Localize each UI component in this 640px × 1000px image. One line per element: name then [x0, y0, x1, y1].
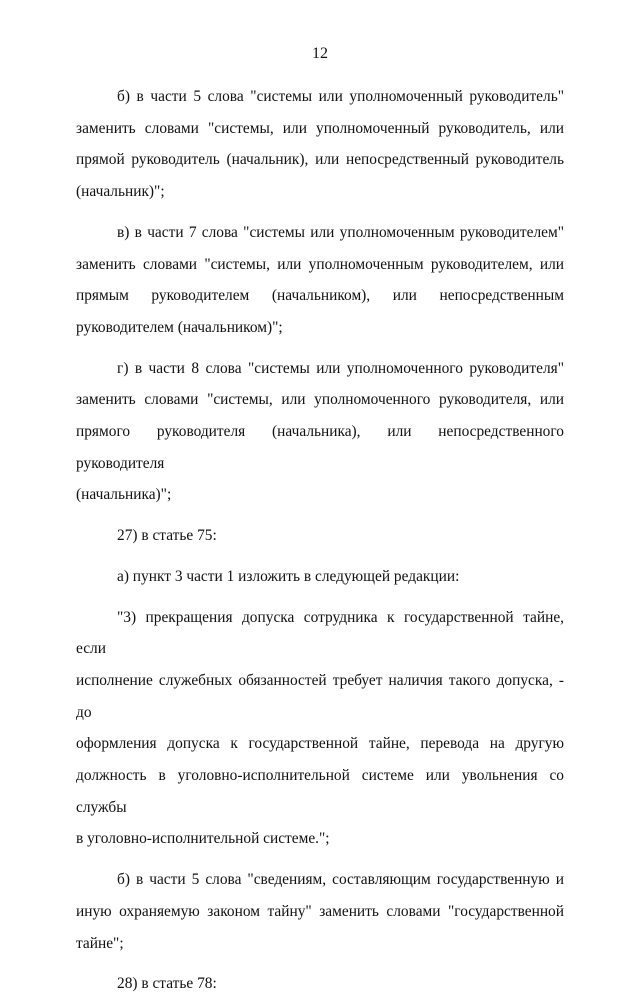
paragraph-a-point3	[76, 561, 564, 593]
text-line: а) пункт 3 части 1 изложить в следующей редакции:	[117, 567, 460, 585]
paragraph-b-part5-secret	[76, 864, 564, 959]
text-line: заменить словами "системы, или уполномоченным руководителем, или	[76, 255, 564, 273]
text-line: исполнение служебных обязанностей требует наличия такого допуска, - до	[76, 671, 564, 721]
text-line: "3) прекращения допуска сотрудника к государственной тайне, если	[76, 608, 564, 658]
text-line: оформления допуска к государственной тайне, перевода на другую	[76, 735, 564, 753]
text-line: (начальник)";	[76, 183, 165, 201]
text-line: руководителем (начальником)";	[76, 318, 283, 336]
text-line: прямого руководителя (начальника), или непосредственного руководителя	[76, 423, 564, 472]
text-line: б) в части 5 слова "системы или уполномоченный руководитель"	[117, 88, 564, 105]
text-line: должность в уголовно-исполнительной системе или увольнения со службы	[76, 767, 564, 816]
document-body	[76, 81, 564, 1000]
paragraph-g-part8	[76, 353, 564, 512]
paragraph-v-part7	[76, 217, 564, 344]
paragraph-b-part5	[76, 81, 564, 208]
text-line: иную охраняемую законом тайну" заменить словами "государственной	[76, 902, 564, 920]
paragraph-item-28	[76, 968, 564, 1000]
page-number: 12	[312, 45, 328, 62]
paragraph-item-27	[76, 520, 564, 552]
text-line: заменить словами "системы, или уполномоченного руководителя, или	[76, 391, 564, 409]
text-line: в уголовно-исполнительной системе.";	[76, 830, 330, 848]
text-line: прямым руководителем (начальником), или непосредственным	[76, 287, 564, 305]
text-line: 28) в статье 78:	[117, 975, 217, 993]
text-line: в) в части 7 слова "системы или уполномоченным руководителем"	[117, 223, 564, 241]
text-line: 27) в статье 75:	[117, 527, 217, 545]
text-line: б) в части 5 слова "сведениям, составляющим государственную и	[117, 871, 564, 889]
text-line: прямой руководитель (начальник), или непосредственный руководитель	[76, 151, 564, 169]
paragraph-quote-3	[76, 602, 564, 856]
text-line: тайне";	[76, 934, 124, 952]
text-line: заменить словами "системы, или уполномоченный руководитель, или	[76, 119, 564, 137]
text-line: (начальника)";	[76, 486, 172, 504]
text-line: г) в части 8 слова "системы или уполномоченного руководителя"	[117, 359, 564, 377]
